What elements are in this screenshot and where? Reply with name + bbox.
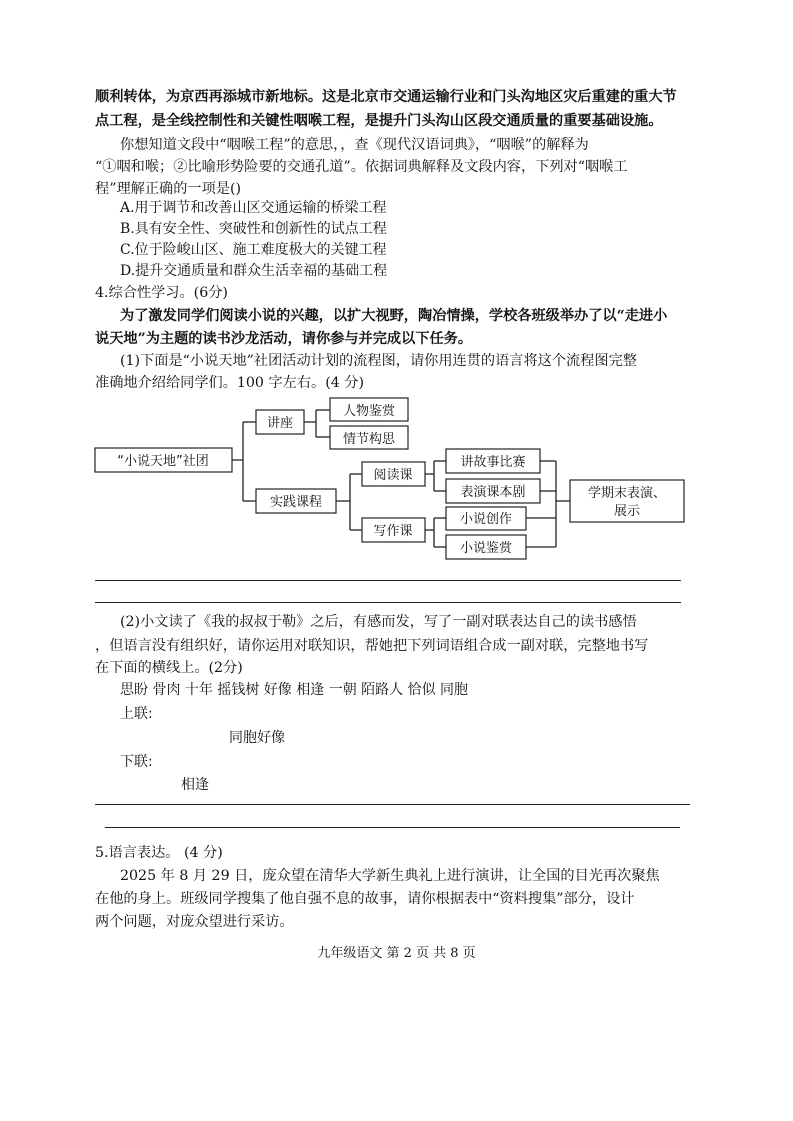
q3-option-a: A.用于调节和改善山区交通运输的桥梁工程 bbox=[120, 200, 387, 216]
q3-stem-line-2: “①咽和喉；②比喻形势险要的交通孔道”。依据词典解释及文段内容，下列对“咽喉工 bbox=[95, 159, 628, 175]
q3-option-b: B.具有安全性、突破性和创新性的试点工程 bbox=[120, 221, 387, 237]
flow-node-textbook-drama-label: 表演课本剧 bbox=[460, 485, 526, 500]
q5-line-1: 2025 年 8 月 29 日，庞众望在清华大学新生典礼上进行演讲，让全国的目光再次聚焦 bbox=[120, 868, 660, 884]
q5-line-3: 两个问题，对庞众望进行采访。 bbox=[95, 914, 294, 930]
flow-node-final-showcase-label-1: 学期末表演、 bbox=[587, 486, 667, 501]
q4-task1-line-2: 准确地介绍给同学们。100 字左右。(4 分) bbox=[95, 375, 365, 391]
couplet-answer-line-2[interactable] bbox=[105, 827, 680, 828]
flow-node-storytelling-contest bbox=[446, 449, 540, 473]
passage-line-2: 点工程，是全线控制性和关键性咽喉工程，是提升门头沟山区段交通质量的重要基础设施。 bbox=[95, 113, 663, 129]
flow-node-storytelling-contest-label: 讲故事比赛 bbox=[460, 455, 526, 470]
couplet-word-list: 思盼 骨肉 十年 摇钱树 好像 相逢 一朝 陌路人 恰似 同胞 bbox=[120, 682, 469, 698]
answer-line-1[interactable] bbox=[95, 580, 681, 581]
flow-node-novel-appreciation bbox=[446, 535, 526, 559]
q3-option-d: D.提升交通质量和群众生活幸福的基础工程 bbox=[120, 263, 388, 279]
q3-stem-line-3: 程”理解正确的一项是() bbox=[95, 181, 242, 197]
q3-option-c: C.位于险峻山区、施工难度极大的关键工程 bbox=[120, 242, 387, 258]
q4-task2-line-2: ，但语言没有组织好，请你运用对联知识，帮她把下列词语组合成一副对联，完整地书写 bbox=[95, 638, 649, 654]
flow-node-root bbox=[95, 448, 232, 472]
q4-task2-line-1: (2)小文读了《我的叔叔于勒》之后，有感而发，写了一副对联表达自己的读书感悟 bbox=[120, 614, 637, 630]
passage-line-1: 顺利转体，为京西再添城市新地标。这是北京市交通运输行业和门头沟地区灾后重建的重大节 bbox=[95, 89, 677, 105]
flow-node-reading bbox=[362, 462, 425, 486]
q4-task2-line-3: 在下面的横线上。(2分) bbox=[95, 660, 243, 676]
flow-node-novel-creation bbox=[446, 507, 526, 530]
lower-couplet-hint: 相逢 bbox=[181, 777, 209, 793]
page-footer: 九年级语文 第 2 页 共 8 页 bbox=[317, 946, 476, 961]
flow-node-novel-creation-label: 小说创作 bbox=[459, 512, 513, 527]
flow-node-novel-appreciation-label: 小说鉴赏 bbox=[459, 541, 513, 556]
flow-node-textbook-drama bbox=[446, 479, 540, 503]
flow-node-character-appreciation-label: 人物鉴赏 bbox=[342, 404, 396, 419]
q4-title: 4.综合性学习。(6分) bbox=[95, 285, 228, 301]
flow-node-plot-design bbox=[330, 426, 408, 449]
flow-node-lecture-label: 讲座 bbox=[266, 416, 294, 431]
flow-node-practice bbox=[256, 489, 336, 513]
q5-title: 5.语言表达。 (4 分) bbox=[95, 845, 223, 861]
flow-node-root-label: “小说天地”社团 bbox=[117, 454, 209, 469]
q5-line-2: 在他的身上。班级同学搜集了他自强不息的故事，请你根据表中“资料搜集”部分，设计 bbox=[95, 891, 635, 907]
upper-couplet-label: 上联: bbox=[120, 706, 153, 722]
answer-line-2[interactable] bbox=[95, 602, 681, 603]
flow-node-plot-design-label: 情节构思 bbox=[342, 432, 396, 447]
flow-node-writing-label: 写作课 bbox=[373, 524, 413, 539]
lower-couplet-label: 下联: bbox=[120, 754, 153, 770]
flow-node-character-appreciation bbox=[330, 398, 408, 421]
flow-node-final-showcase-label-2: 展示 bbox=[613, 504, 641, 519]
flow-node-writing bbox=[362, 518, 425, 542]
q3-stem-line-1: 你想知道文段中“咽喉工程”的意思，，查《现代汉语词典》，“咽喉”的解释为 bbox=[120, 137, 589, 153]
q4-intro-line-2: 说天地”为主题的读书沙龙活动，请你参与并完成以下任务。 bbox=[95, 331, 473, 347]
couplet-answer-line-1[interactable] bbox=[95, 804, 690, 805]
flow-node-reading-label: 阅读课 bbox=[373, 468, 413, 483]
flow-node-practice-label: 实践课程 bbox=[269, 495, 323, 510]
q4-task1-line-1: (1)下面是“小说天地”社团活动计划的流程图，请你用连贯的语言将这个流程图完整 bbox=[120, 353, 637, 369]
flow-node-lecture bbox=[256, 410, 304, 434]
upper-couplet-hint: 同胞好像 bbox=[229, 730, 285, 746]
flow-node-final-showcase bbox=[570, 480, 684, 522]
q4-intro-line-1: 为了激发同学们阅读小说的兴趣，以扩大视野，陶冶情操，学校各班级举办了以“走进小 bbox=[120, 308, 668, 324]
